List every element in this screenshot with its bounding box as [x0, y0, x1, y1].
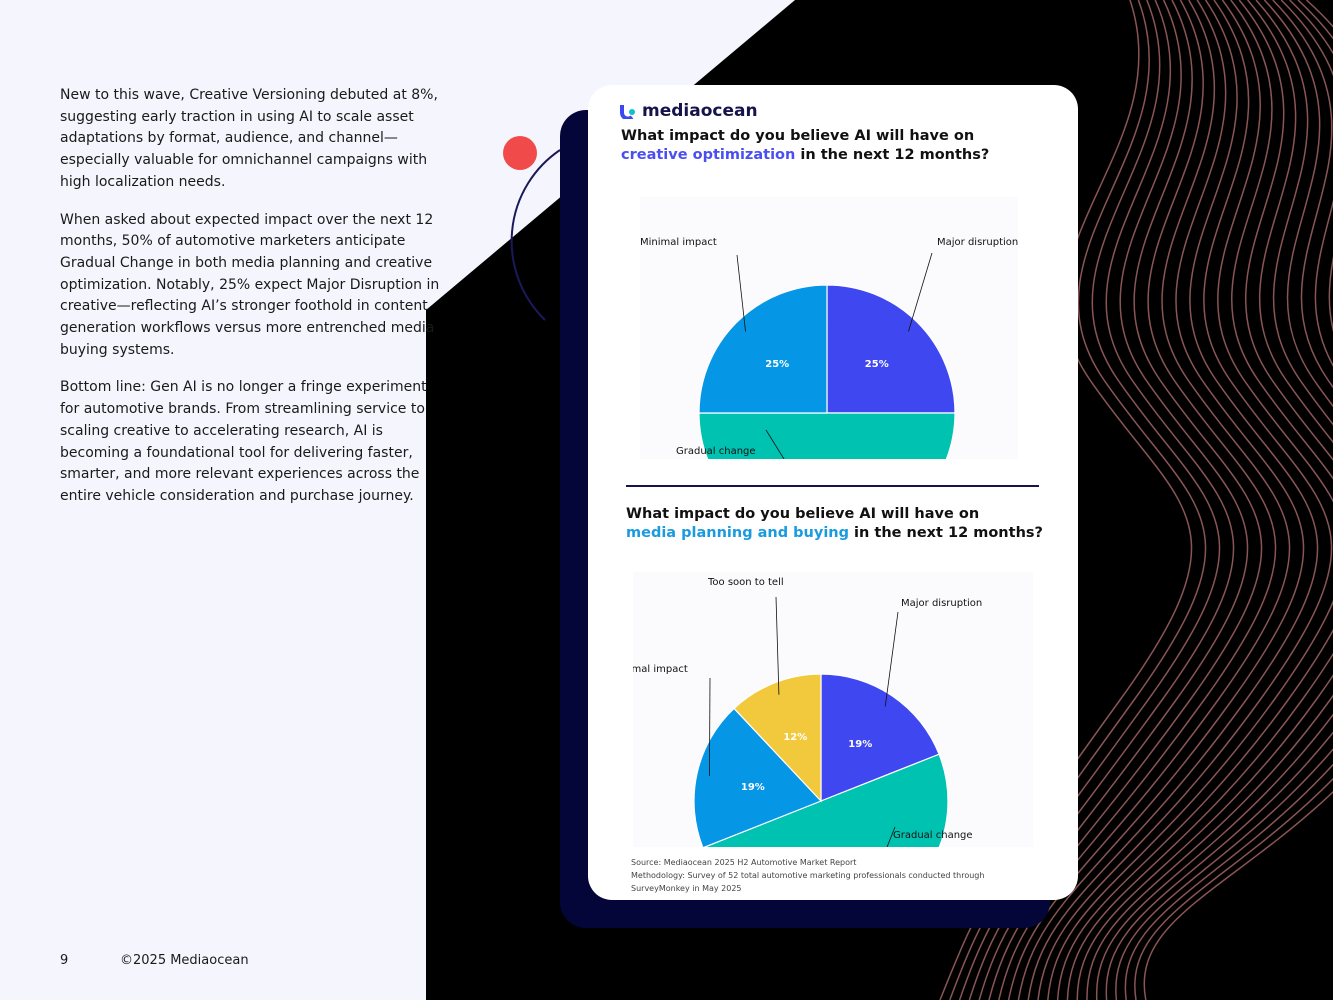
- page-number: 9: [60, 953, 69, 968]
- slice-category-label: Too soon to tell: [708, 577, 784, 588]
- chart1-question: What impact do you believe AI will have on creative optimization in the next 12 months?: [621, 128, 990, 163]
- slice-value-label: 19%: [848, 739, 873, 751]
- divider: [626, 485, 1039, 487]
- slice-category-label: Gradual change: [893, 830, 973, 841]
- chart2-question: What impact do you believe AI will have on media planning and buying in the next 12 months?: [626, 506, 1043, 541]
- logo-text: mediaocean: [642, 101, 758, 121]
- red-dot: [503, 136, 537, 170]
- pie-chart-media: [633, 572, 1033, 847]
- pie-chart-creative: [640, 197, 1018, 459]
- slice-category-label: mal impact: [633, 664, 688, 675]
- logo: [620, 101, 758, 121]
- slice-value-label: 25%: [765, 359, 790, 371]
- chart-card: [588, 85, 1078, 900]
- copyright: ©2025 Mediaocean: [120, 953, 249, 968]
- slice-category-label: Major disruption: [937, 237, 1018, 248]
- body-text: [60, 85, 440, 524]
- pie-slice: [827, 285, 955, 413]
- slice-category-label: Minimal impact: [640, 237, 717, 248]
- slice-category-label: Gradual change: [676, 446, 756, 457]
- slice-value-label: 25%: [864, 359, 889, 371]
- slice-value-label: 12%: [783, 732, 808, 744]
- slice-value-label: 19%: [740, 781, 765, 793]
- mediaocean-logo-icon: [620, 103, 638, 119]
- slice-category-label: Major disruption: [901, 598, 983, 609]
- paragraph: New to this wave, Creative Versioning debuted at 8%, suggesting early traction in using AI to scale asset adaptations by format, audience, and channel—especially valuable for omnichannel campaigns with high localization needs.: [60, 87, 438, 190]
- source-note: Source: Mediaocean 2025 H2 Automotive Market Report Methodology: Survey of 52 total automotive marketing professionals conducted through SurveyMonkey in May 2025: [631, 858, 985, 893]
- pie-slice: [699, 285, 827, 413]
- paragraph: When asked about expected impact over the next 12 months, 50% of automotive marketers anticipate Gradual Change in both media planning and creative optimization. Notably, 25% expect Major Disruption in creative—reflecting AI’s stronger foothold in content generation workflows versus more entrenched media buying systems.: [60, 211, 440, 358]
- paragraph: Bottom line: Gen AI is no longer a fringe experiment for automotive brands. From streamlining service to scaling creative to accelerating research, AI is becoming a foundational tool for delivering faster, smarter, and more relevant experiences across the entire vehicle consideration and purchase journey.: [60, 379, 427, 504]
